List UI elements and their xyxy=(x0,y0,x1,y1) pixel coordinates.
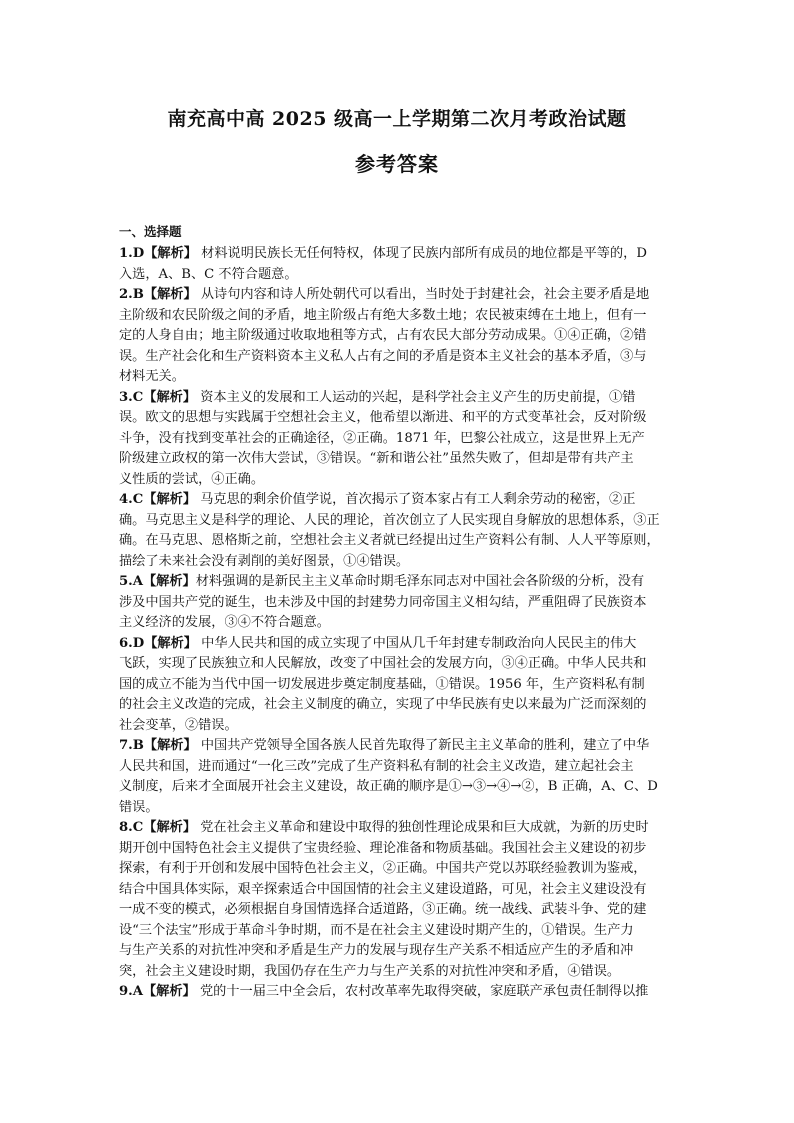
answer-text: 党在社会主义革命和建设中取得的独创性理论成果和巨大成就，为新的历史时 xyxy=(196,820,649,835)
answer-text: 涉及中国共产党的诞生，也未涉及中国的封建势力同帝国主义相勾结，严重阻碍了民族资本 xyxy=(119,594,647,610)
answer-label: 8.C【解析】 xyxy=(119,820,197,835)
answer-text: 材料无关。 xyxy=(119,369,185,384)
answer-line xyxy=(119,306,679,327)
answer-line xyxy=(119,511,679,532)
answer-line xyxy=(119,593,679,614)
answer-label: 3.C【解析】 xyxy=(119,389,197,405)
answer-line xyxy=(119,285,679,306)
answer-line xyxy=(119,388,679,409)
answer-text: 人民共和国，进而通过“一化三改”完成了生产资料私有制的社会主义改造，建立起社会主 xyxy=(119,758,634,774)
answer-text: 主阶级和农民阶级之间的矛盾，地主阶级占有绝大多数土地；农民被束缚在土地上，但有一 xyxy=(119,307,647,323)
answer-list xyxy=(119,244,679,1003)
answer-text: 义制度，后来才全面展开社会主义建设，故正确的顺序是①→③→④→②，B 正确，A、C、D xyxy=(119,779,658,794)
answer-line xyxy=(119,675,679,696)
answer-line xyxy=(119,244,679,265)
answer-label: 1.D【解析】 xyxy=(119,246,197,261)
answer-line xyxy=(119,552,679,573)
answer-text: 的社会主义改造的完成，社会主义制度的确立，实现了中华民族有史以来最为广泛而深刻的 xyxy=(119,697,647,712)
answer-text: 错误。 xyxy=(119,799,159,815)
answer-text: 误。欧文的思想与实践属于空想社会主义，他希望以渐进、和平的方式变革社会，反对阶级 xyxy=(119,410,647,425)
answer-line xyxy=(119,777,679,798)
answer-text: 从诗句内容和诗人所处朝代可以看出，当时处于封建社会，社会主要矛盾是地 xyxy=(196,287,650,302)
document-subtitle: 参考答案 xyxy=(355,152,439,176)
answer-text: 期开创中国特色社会主义提供了宝贵经验、理论准备和物质基础。我国社会主义建设的初步 xyxy=(119,840,647,856)
answer-line xyxy=(119,839,679,860)
answer-line xyxy=(119,367,679,388)
answer-text: 飞跃，实现了民族独立和人民解放，改变了中国社会的发展方向，③④正确。中华人民共和 xyxy=(119,656,647,671)
answer-line xyxy=(119,613,679,634)
answer-line xyxy=(119,982,679,1003)
document-title: 南充高中高 2025 级高一上学期第二次月考政治试题 xyxy=(167,108,627,130)
answer-label: 4.C【解析】 xyxy=(119,492,197,507)
answer-text: 中华人民共和国的成立实现了中国从几千年封建专制政治向人民民主的伟大 xyxy=(196,635,637,651)
answer-line xyxy=(119,429,679,450)
answer-line xyxy=(119,757,679,778)
answer-line xyxy=(119,634,679,655)
answer-text: 资本主义的发展和工人运动的兴起，是科学社会主义产生的历史前提，①错 xyxy=(196,389,636,405)
answer-text: 确。马克思主义是科学的理论、人民的理论，首次创立了人民实现自身解放的思想体系，③正 xyxy=(119,512,660,528)
answer-label: 9.A【解析】 xyxy=(119,984,196,999)
answer-line xyxy=(119,880,679,901)
answer-line xyxy=(119,347,679,368)
answer-line xyxy=(119,654,679,675)
answer-text: 党的十一届三中全会后，农村改革率先取得突破，家庭联产承包责任制得以推 xyxy=(195,984,649,999)
answer-text: 探索，有利于开创和发展中国特色社会主义，②正确。中国共产党以苏联经验教训为鉴戒， xyxy=(119,861,647,876)
answer-label: 6.D【解析】 xyxy=(119,635,197,651)
answer-line xyxy=(119,531,679,552)
answer-line xyxy=(119,695,679,716)
answer-line xyxy=(119,921,679,942)
answer-text: 义性质的尝试，④正确。 xyxy=(119,471,265,487)
answer-text: 材料说明民族长无任何特权，体现了民族内部所有成员的地位都是平等的，D xyxy=(196,246,647,261)
answer-text: 与生产关系的对抗性冲突和矛盾是生产力的发展与现存生产关系不相适应产生的矛盾和冲 xyxy=(119,943,634,958)
answer-line xyxy=(119,798,679,819)
answer-text: 突，社会主义建设时期，我国仍存在生产力与生产关系的对抗性冲突和矛盾，④错误。 xyxy=(119,963,621,979)
answer-line xyxy=(119,859,679,880)
answer-line xyxy=(119,818,679,839)
answer-line xyxy=(119,900,679,921)
answer-text: 国的成立不能为当代中国一切发展进步奠定制度基础，①错误。1956 年，生产资料私有制 xyxy=(119,676,645,692)
answer-text: 确。在马克思、恩格斯之前，空想社会主义者就已经提出过生产资料公有制、人人平等原则， xyxy=(119,533,660,548)
answer-label: 7.B【解析】 xyxy=(119,738,197,753)
answer-line xyxy=(119,265,679,286)
answer-line xyxy=(119,408,679,429)
answer-label: 2.B【解析】 xyxy=(119,287,197,302)
answer-text: 中国共产党领导全国各族人民首先取得了新民主主义革命的胜利，建立了中华 xyxy=(196,738,650,753)
answer-label: 5.A【解析】 xyxy=(119,574,196,589)
answer-line xyxy=(119,326,679,347)
section-heading: 一、选择题 xyxy=(119,224,182,239)
answer-text: 定的人身自由；地主阶级通过收取地租等方式，占有农民大部分劳动成果。①④正确，②错 xyxy=(119,328,647,343)
answer-text: 马克思的剩余价值学说，首次揭示了资本家占有工人剩余劳动的秘密，②正 xyxy=(196,492,636,507)
answer-text: 主义经济的发展，③④不符合题意。 xyxy=(119,615,330,630)
answer-text: 材料强调的是新民主主义革命时期毛泽东同志对中国社会各阶级的分析，没有 xyxy=(195,574,645,589)
answer-line xyxy=(119,736,679,757)
answer-text: 误。生产社会化和生产资料资本主义私人占有之间的矛盾是资本主义社会的基本矛盾，③与 xyxy=(119,348,647,364)
answer-text: 设“三个法宝”形成于革命斗争时期，而不是在社会主义建设时期产生的，①错误。生产力 xyxy=(119,922,634,938)
answer-line xyxy=(119,572,679,593)
answer-line xyxy=(119,716,679,737)
answer-line xyxy=(119,941,679,962)
answer-line xyxy=(119,962,679,983)
answer-line xyxy=(119,490,679,511)
answer-text: 阶级建立政权的第一次伟大尝试，③错误。“新和谐公社”虽然失败了，但却是带有共产主 xyxy=(119,451,634,466)
answer-text: 社会变革，②错误。 xyxy=(119,717,238,733)
answer-line xyxy=(119,449,679,470)
answer-text: 一成不变的模式，必须根据自身国情选择合适道路，③正确。统一战线、武装斗争、党的建 xyxy=(119,902,647,917)
answer-text: 入选，A、B、C 不符合题意。 xyxy=(119,266,298,282)
answer-line xyxy=(119,470,679,491)
answer-text: 斗争，没有找到变革社会的正确途径，②正确。1871 年，巴黎公社成立，这是世界上无产 xyxy=(119,430,645,446)
answer-text: 描绘了未来社会没有剥削的美好图景，①④错误。 xyxy=(119,553,410,569)
answer-text: 结合中国具体实际，艰辛探索适合中国国情的社会主义建设道路，可见，社会主义建设没有 xyxy=(119,881,647,897)
